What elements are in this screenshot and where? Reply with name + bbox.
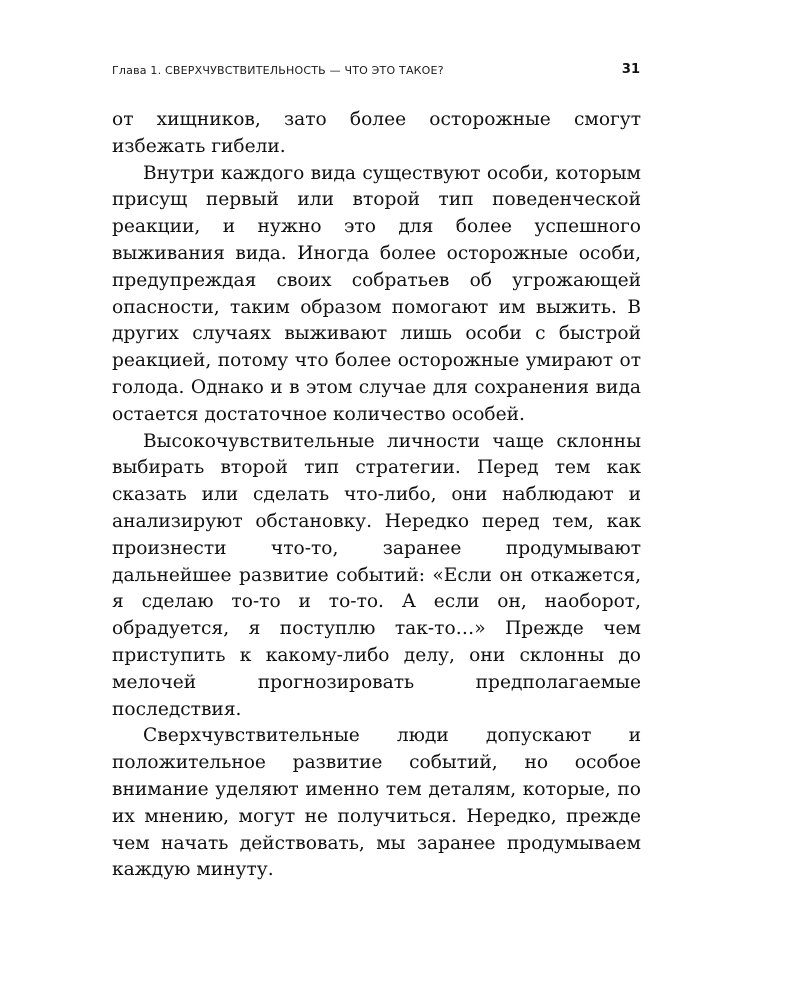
page-number: 31 xyxy=(621,62,640,77)
running-head: Глава 1. СВЕРХЧУВСТВИТЕЛЬНОСТЬ — ЧТО ЭТО ТАКОЕ? xyxy=(112,64,444,77)
body-text xyxy=(112,107,641,884)
paragraph: Сверхчувствительные люди допускают и положительное развитие событий, но особое внимание уделяют именно тем деталям, которые, по их мнению, могут не получиться. Нередко, прежде чем начать действовать, мы заранее продумываем каждую минуту. xyxy=(112,725,641,881)
paragraph: Высокочувствительные личности чаще склонны выбирать второй тип стратегии. Перед тем как сказать или сделать что-либо, они наблюдают и анализируют обстановку. Нередко перед тем, как произнести что-то, заранее продумывают дальнейшее развитие событий: «Если он откажется, я сделаю то-то и то-то. А если он, наоборот, обрадуется, я поступлю так-то…» Прежде чем приступить к какому-либо делу, они склонны до мелочей прогнозировать предполагаемые последствия. xyxy=(112,430,641,720)
paragraph-continuation: от хищников, зато более осторожные смогут избежать гибели. xyxy=(112,109,641,157)
paragraph: Внутри каждого вида существуют особи, которым присущ первый или второй тип поведенческой реакции, и нужно это для более успешного выживания вида. Иногда более осторожные особи, предупреждая своих собратьев об угрожающей опасности, таким образом помогают им выжить. В других случаях выживают лишь особи с быстрой реакцией, потому что более осторожные умирают от голода. Однако и в этом случае для сохранения вида остается достаточное количество особей. xyxy=(112,162,641,425)
